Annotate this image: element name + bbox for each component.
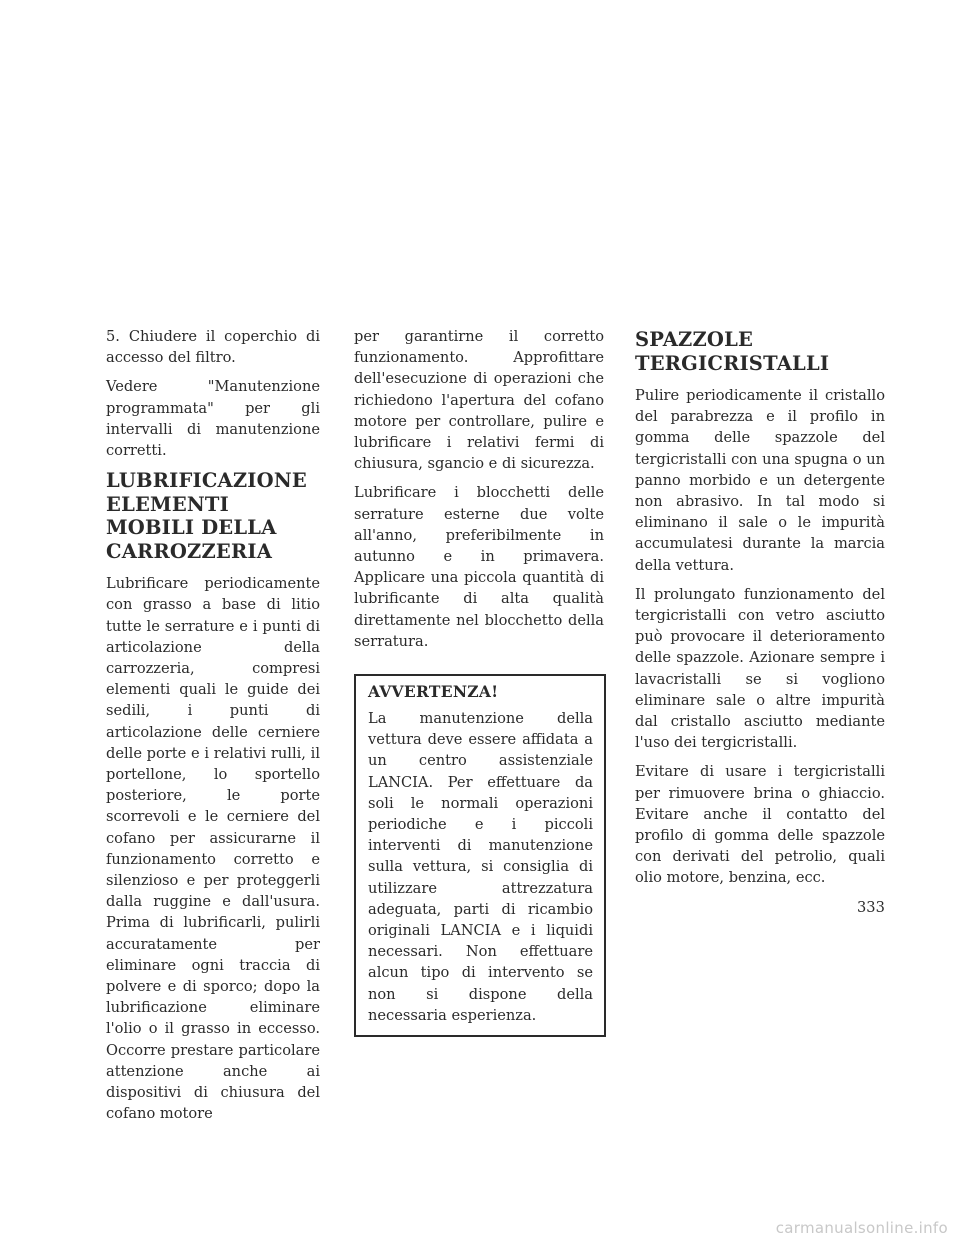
- right-column: [635, 326, 885, 897]
- watermark: carmanualsonline.info: [775, 1219, 948, 1237]
- warning-text: La manutenzione della vettura deve essere affidata a un centro assistenziale LANCIA. Per effettuare da soli le normali operazioni periodiche e i piccoli interventi di manutenzione sulla vettura, si consiglia di utilizzare attrezzatura adeguata, parti di ricambio originali LANCIA e i liquidi necessari. Non effettuare alcun tipo di intervento se non si dispone della necessaria esperienza.: [368, 710, 593, 1024]
- paragraph: 5. Chiudere il coperchio di accesso del filtro.: [106, 328, 320, 367]
- paragraph: Pulire periodicamente il cristallo del parabrezza e il profilo in gomma delle spazzole del tergicristalli con una spugna o un panno morbido e un detergente non abrasivo. In tal modo si eliminano il sale o le impurità accumulatesi durante la marcia della vettura.: [635, 387, 885, 574]
- warning-title: AVVERTENZA!: [368, 682, 499, 702]
- warning-box: [354, 674, 606, 1037]
- paragraph: Evitare di usare i tergicristalli per rimuovere brina o ghiaccio. Evitare anche il contatto del profilo di gomma delle spazzole con derivati del petrolio, quali olio motore, benzina, ecc.: [635, 763, 885, 887]
- section-heading-lubrication: LUBRIFICAZIONE ELEMENTI MOBILI DELLA CARROZZERIA: [106, 469, 307, 563]
- middle-column: [354, 326, 604, 1037]
- paragraph: Lubrificare periodicamente con grasso a base di litio tutte le serrature e i punti di articolazione della carrozzeria, compresi elementi quali le guide dei sedili, i punti di articolazione delle cerniere delle porte e i relativi rulli, il portellone, lo sportello posteriore, le porte scorrevoli e le cerniere del cofano per assicurarne il funzionamento corretto e silenzioso e per proteggerli dalla ruggine e dall'usura. Prima di lubrificarli, pulirli accuratamente per eliminare ogni traccia di polvere e di sporco; dopo la lubrificazione eliminare l'olio o il grasso in eccesso. Occorre prestare particolare attenzione anche ai dispositivi di chiusura del cofano motore: [106, 575, 320, 1123]
- paragraph: Il prolungato funzionamento del tergicristalli con vetro asciutto può provocare il deterioramento delle spazzole. Azionare sempre i lavacristalli se si vogliono eliminare sale o altre impurità dal cristallo asciutto mediante l'uso dei tergicristalli.: [635, 585, 885, 752]
- paragraph: Vedere "Manutenzione programmata" per gli intervalli di manutenzione corretti.: [106, 378, 320, 460]
- paragraph: per garantirne il corretto funzionamento. Approfittare dell'esecuzione di operazioni che richiedono l'apertura del cofano motore per controllare, pulire e lubrificare i relativi fermi di chiusura, sgancio e di sicurezza.: [354, 328, 604, 473]
- left-column: [106, 326, 320, 1133]
- page-number: 333: [857, 899, 885, 916]
- section-heading-wiper-blades: SPAZZOLE TERGICRISTALLI: [635, 328, 830, 375]
- paragraph: Lubrificare i blocchetti delle serrature esterne due volte all'anno, preferibilmente in autunno e in primavera. Applicare una piccola quantità di lubrificante di alta qualità direttamente nel blocchetto della serratura.: [354, 484, 604, 650]
